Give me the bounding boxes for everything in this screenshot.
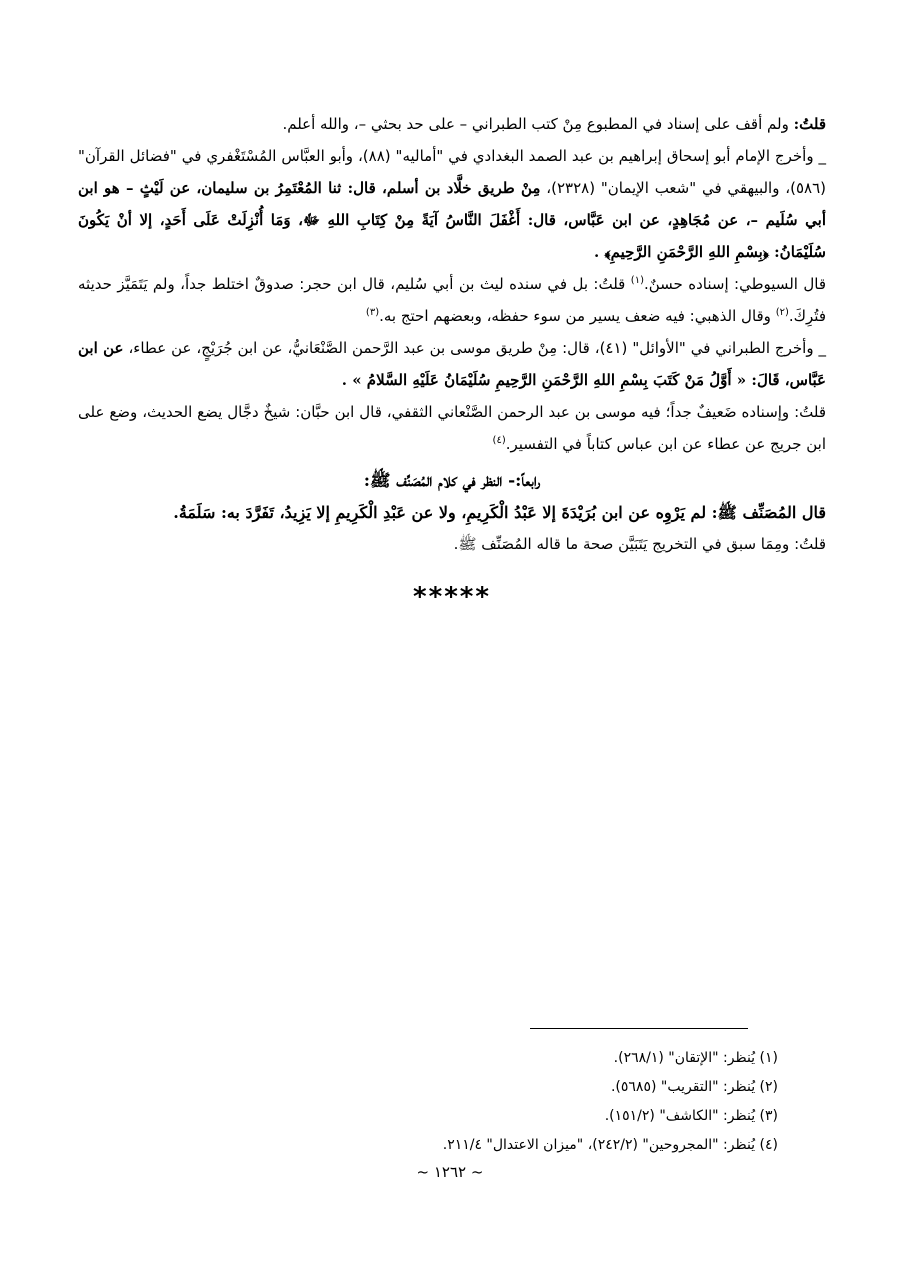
footnote-3: (٣) يُنظر: "الكاشف" (١٥١/٢). — [604, 1108, 778, 1124]
paragraph-4 — [78, 332, 826, 396]
hadith-text: مِنْ طريق خلَّاد بن أسلم، قال: ثنا المُعْتَمِرُ بن سليمان، عن لَيْثٍ – هو ابن أبي سُلَيم –، عن مُجَاهِدٍ، عن ابن عَبَّاس، قال: أَغْفَلَ النَّاسُ آيَةً مِنْ كِتَابِ اللهِ ﷻ، وَمَا أُنْزِلَتْ عَلَى أَحَدٍ، إلا أنْ يَكُونَ سُلَيْمَانُ: ﴿بِسْمِ اللهِ الرَّحْمَنِ الرَّحِيمِ﴾ . — [78, 179, 826, 261]
paragraph-text: وقال الذهبي: فيه ضعف يسير من سوء حفظه، وبعضهم احتج به. — [379, 307, 776, 325]
main-text — [78, 108, 826, 612]
page-number: ~ ١٢٦٢ ~ — [416, 1163, 484, 1181]
lead-word: قلتُ: — [793, 115, 826, 133]
paragraph-2 — [78, 140, 826, 268]
paragraph-text: _ وأخرج الطبراني في "الأوائل" (٤١)، قال: مِنْ طريق موسى بن عبد الرَّحمن الصَّنْعَانيُّ، عن ابن جُرَيْجٍ، عن عطاء، — [123, 339, 826, 357]
paragraph-text: قلتُ: بل في سنده ليث بن أبي سُليم، قال ابن حجر: صدوقٌ اختلط جداً، ولم يَتَمَيَّز حديثه فتُرِكَ. — [78, 275, 826, 325]
footnote-ref: (٢) — [775, 307, 789, 318]
paragraph-5 — [78, 396, 826, 460]
paragraph-text: قال السيوطي: إسناده حسنٌ. — [643, 275, 826, 293]
final-remark: قلتُ: ومِمَا سبق في التخريج يَتَبَيَّن صحة ما قاله المُصَنِّف ﷺ. — [453, 535, 826, 553]
footnotes — [443, 1044, 778, 1160]
footnote-1: (١) يُنظر: "الإتقان" (٢٦٨/١). — [613, 1050, 778, 1066]
stars-divider: ***** — [413, 582, 491, 612]
footnote-ref: (١) — [630, 275, 644, 286]
footnote-2: (٢) يُنظر: "التقريب" (٥٦٨٥). — [610, 1079, 778, 1095]
footnote-separator — [530, 1028, 748, 1029]
hadith-text: عن ابن عَبَّاس، قَالَ: « أَوَّلُ مَنْ كَتَبَ بِسْمِ اللهِ الرَّحْمَنِ الرَّحِيمِ سُلَيْمَانُ عَلَيْهِ السَّلامُ » . — [78, 339, 826, 389]
paragraph-text: _ وأخرج الإمام أبو إسحاق إبراهيم بن عبد الصمد البغدادي في "أماليه" (٨٨)، وأبو العبَّاس المُسْتَغْفري في "فضائل القرآن" (٥٨٦)، والبيهقي في "شعب الإيمان" (٢٣٢٨)، — [78, 147, 826, 197]
section-heading: رابعاً:- النظر في كلام المُصَنِّف ﷺ: — [363, 471, 541, 491]
paragraph-text: ولم أقف على إسناد في المطبوع مِنْ كتب الطبراني – على حد بحثي –، والله أعلم. — [282, 115, 794, 133]
paragraph-text: قلتُ: وإسناده ضَعيفٌ جداً؛ فيه موسى بن عبد الرحمن الصَّنْعاني الثقفي، قال ابن حبَّان: شيخٌ دجَّال يضع الحديث، وضع على ابن جريج عن عطاء عن ابن عباس كتاباً في التفسير. — [78, 403, 826, 453]
paragraph-3 — [78, 268, 826, 332]
footnote-4: (٤) يُنظر: "المجروحين" (٢٤٢/٢)، "ميزان الاعتدال" ٢١١/٤. — [442, 1137, 778, 1153]
footnote-ref: (٤) — [492, 435, 506, 446]
paragraph-1 — [78, 108, 826, 140]
author-statement: قال المُصَنِّف ﷺ: لم يَرْوِه عن ابن بُرَيْدَةَ إلا عَبْدُ الْكَرِيمِ، ولا عن عَبْدِ الْكَرِيمِ إلا يَزِيدُ، تَفَرَّدَ به: سَلَمَةُ. — [173, 503, 826, 522]
footnote-ref: (٣) — [365, 307, 380, 318]
